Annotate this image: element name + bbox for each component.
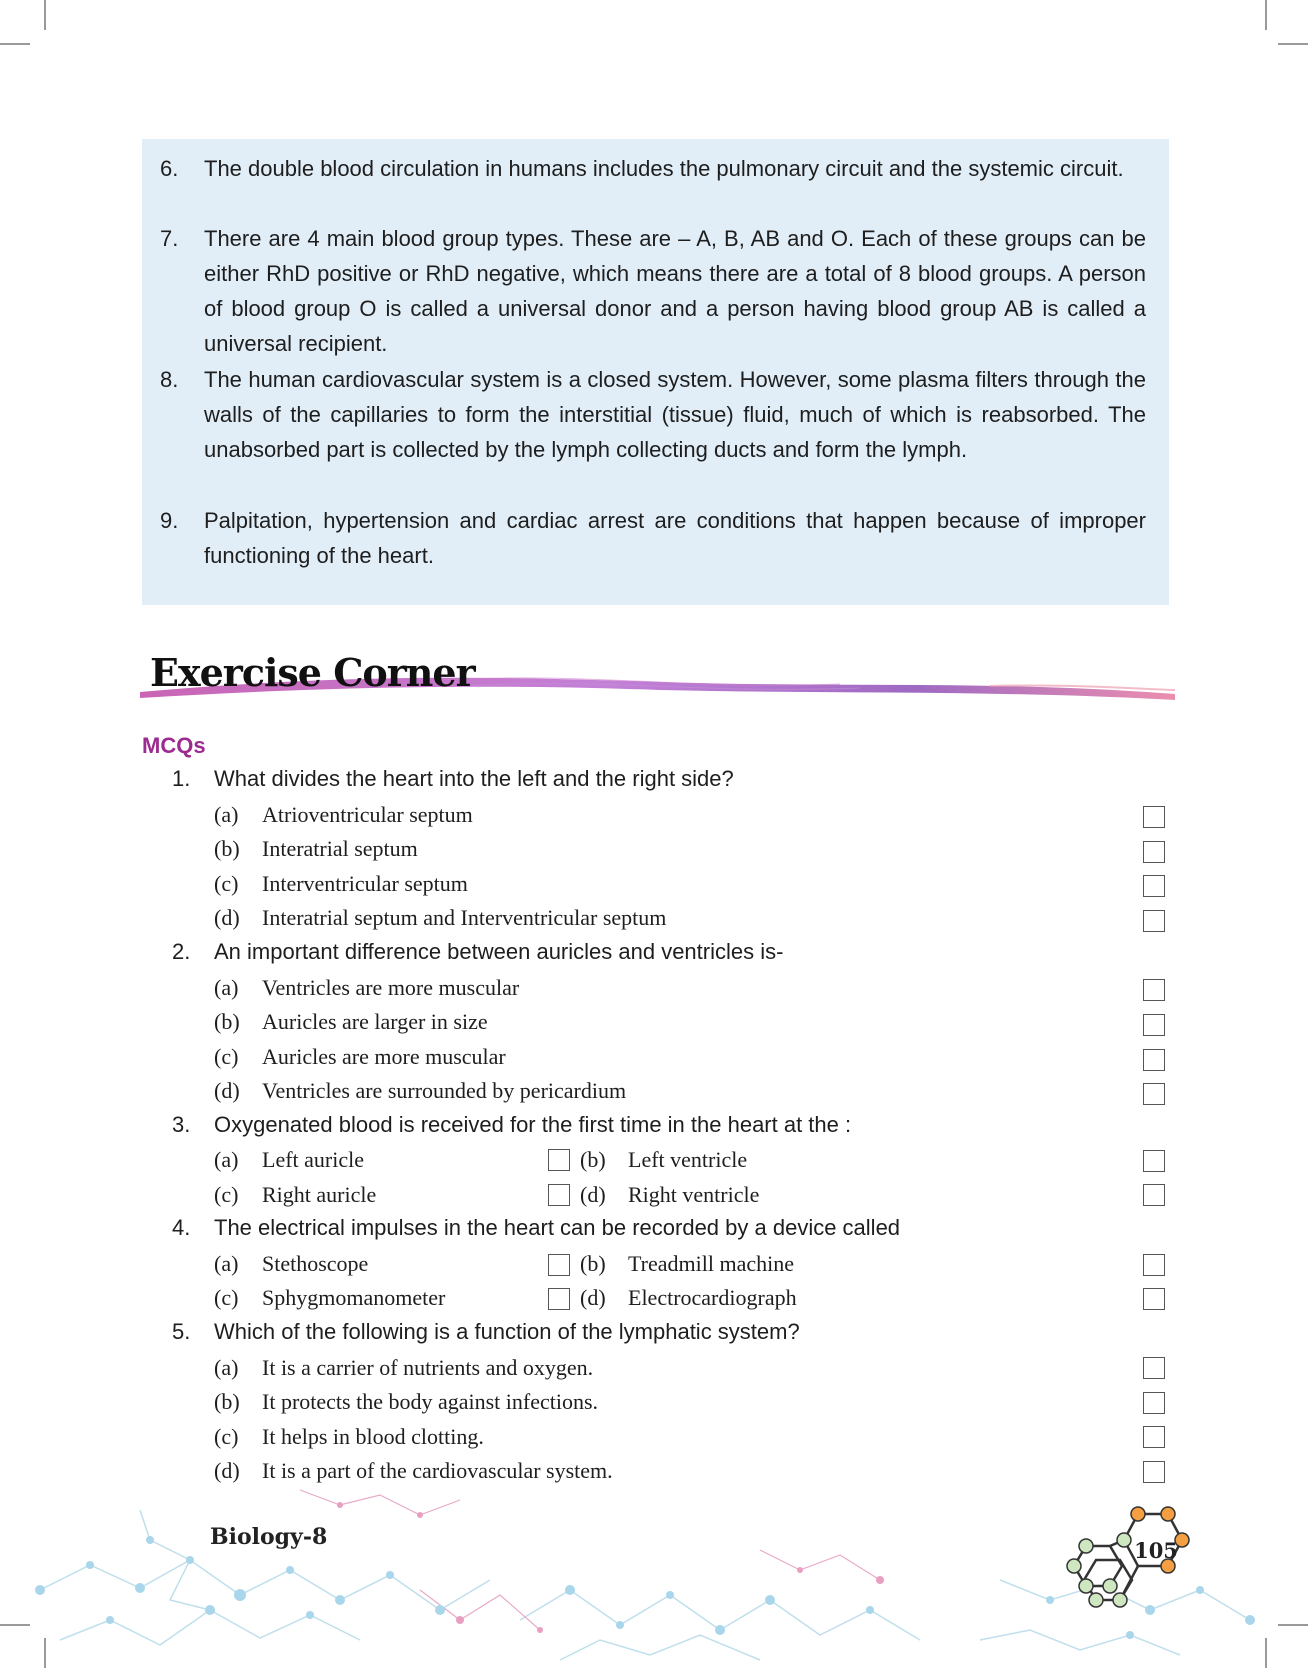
option-text: Auricles are more muscular — [262, 1044, 506, 1069]
summary-box — [142, 139, 1169, 605]
exercise-corner-heading: Exercise Corner — [150, 650, 475, 695]
question-text: The electrical impulses in the heart can be recorded by a device called — [214, 1215, 901, 1240]
option-letter: (c) — [214, 1285, 239, 1310]
option — [214, 1422, 484, 1452]
option-letter: (b) — [214, 1389, 240, 1414]
page-number: 105 — [1134, 1538, 1178, 1563]
answer-checkbox[interactable] — [548, 1288, 570, 1310]
option — [214, 1076, 626, 1106]
option — [580, 1145, 747, 1175]
answer-checkbox[interactable] — [1143, 1392, 1165, 1414]
question-number: 4. — [172, 1215, 191, 1240]
answer-checkbox[interactable] — [1143, 1357, 1165, 1379]
option-text: Right auricle — [262, 1182, 377, 1207]
option-letter: (d) — [214, 905, 240, 930]
option-text: Electrocardiograph — [628, 1285, 797, 1310]
option-letter: (b) — [214, 836, 240, 861]
option-text: Left auricle — [262, 1147, 364, 1172]
crop-mark — [44, 0, 46, 30]
answer-checkbox[interactable] — [1143, 841, 1165, 863]
summary-number: 8. — [160, 367, 179, 392]
option — [214, 1283, 445, 1313]
option — [214, 1249, 368, 1279]
question-number: 5. — [172, 1319, 191, 1344]
option-text: Interatrial septum — [262, 836, 418, 861]
answer-checkbox[interactable] — [1143, 1150, 1165, 1172]
option — [580, 1249, 794, 1279]
option-letter: (a) — [214, 1147, 239, 1172]
option-letter: (d) — [214, 1458, 240, 1483]
option-text: Sphygmomanometer — [262, 1285, 446, 1310]
answer-checkbox[interactable] — [1143, 875, 1165, 897]
option-letter: (b) — [214, 1009, 240, 1034]
answer-checkbox[interactable] — [1143, 979, 1165, 1001]
option-letter: (a) — [214, 975, 239, 1000]
question-text: Oxygenated blood is received for the first time in the heart at the : — [214, 1112, 852, 1137]
question-text: An important difference between auricles and ventricles is- — [214, 939, 784, 964]
option — [214, 1145, 364, 1175]
option-text: Interventricular septum — [262, 871, 468, 896]
option-letter: (d) — [580, 1182, 606, 1207]
summary-number: 9. — [160, 508, 179, 533]
option-letter: (c) — [214, 871, 239, 896]
answer-checkbox[interactable] — [1143, 806, 1165, 828]
option-letter: (c) — [214, 1044, 239, 1069]
answer-checkbox[interactable] — [1143, 1014, 1165, 1036]
summary-number: 7. — [160, 226, 179, 251]
option-letter: (b) — [580, 1147, 606, 1172]
summary-text: There are 4 main blood group types. These are – A, B, AB and O. Each of these groups can be either RhD positive or RhD negative, which means there are a total of 8 blood groups. A person of blood group O is called a universal donor and a person having blood group AB is called a universal recipient. — [204, 226, 1146, 356]
option — [214, 834, 418, 864]
question-number: 1. — [172, 766, 191, 791]
answer-checkbox[interactable] — [1143, 1184, 1165, 1206]
option-letter: (c) — [214, 1182, 239, 1207]
option-text: It protects the body against infections. — [262, 1389, 599, 1414]
option-text: Stethoscope — [262, 1251, 369, 1276]
option-text: It helps in blood clotting. — [262, 1424, 484, 1449]
option-text: Atrioventricular septum — [262, 802, 473, 827]
question-text: Which of the following is a function of the lymphatic system? — [214, 1319, 800, 1344]
option — [214, 1353, 593, 1383]
answer-checkbox[interactable] — [1143, 1426, 1165, 1448]
option — [214, 1007, 488, 1037]
option-text: It is a carrier of nutrients and oxygen. — [262, 1355, 594, 1380]
option-letter: (b) — [580, 1251, 606, 1276]
crop-mark — [1278, 43, 1308, 45]
option-text: Ventricles are more muscular — [262, 975, 520, 1000]
answer-checkbox[interactable] — [548, 1184, 570, 1206]
answer-checkbox[interactable] — [1143, 1049, 1165, 1071]
option-text: Treadmill machine — [628, 1251, 794, 1276]
book-title: Biology-8 — [210, 1524, 328, 1550]
answer-checkbox[interactable] — [1143, 1254, 1165, 1276]
option-text: It is a part of the cardiovascular system. — [262, 1458, 613, 1483]
option — [580, 1283, 797, 1313]
answer-checkbox[interactable] — [1143, 910, 1165, 932]
option-text: Interatrial septum and Interventricular septum — [262, 905, 667, 930]
summary-number: 6. — [160, 156, 179, 181]
crop-mark — [0, 43, 30, 45]
option-text: Left ventricle — [628, 1147, 748, 1172]
option-letter: (a) — [214, 1251, 239, 1276]
mcq-heading: MCQs — [142, 733, 206, 758]
option — [214, 1387, 598, 1417]
option-letter: (c) — [214, 1424, 239, 1449]
option — [214, 800, 473, 830]
option-letter: (d) — [214, 1078, 240, 1103]
option — [580, 1180, 759, 1210]
question-number: 2. — [172, 939, 191, 964]
option — [214, 869, 468, 899]
option — [214, 1042, 506, 1072]
summary-text: The human cardiovascular system is a closed system. However, some plasma filters through the walls of the capillaries to form the interstitial (tissue) fluid, much of which is reabsorbed. The unabsorbed part is collected by the lymph collecting ducts and form the lymph. — [204, 367, 1146, 462]
summary-text: The double blood circulation in humans includes the pulmonary circuit and the systemic circuit. — [204, 156, 1124, 181]
crop-mark — [1265, 0, 1267, 30]
question-text: What divides the heart into the left and the right side? — [214, 766, 734, 791]
answer-checkbox[interactable] — [1143, 1083, 1165, 1105]
option-letter: (a) — [214, 802, 239, 827]
option — [214, 973, 519, 1003]
option-letter: (d) — [580, 1285, 606, 1310]
answer-checkbox[interactable] — [1143, 1288, 1165, 1310]
option-text: Auricles are larger in size — [262, 1009, 488, 1034]
question-number: 3. — [172, 1112, 191, 1137]
option — [214, 1180, 376, 1210]
option-text: Right ventricle — [628, 1182, 760, 1207]
answer-checkbox[interactable] — [548, 1254, 570, 1276]
summary-text: Palpitation, hypertension and cardiac arrest are conditions that happen because of improper functioning of the heart. — [204, 508, 1146, 568]
option-letter: (a) — [214, 1355, 239, 1380]
option-text: Ventricles are surrounded by pericardium — [262, 1078, 627, 1103]
option — [214, 903, 666, 933]
answer-checkbox[interactable] — [548, 1149, 570, 1171]
